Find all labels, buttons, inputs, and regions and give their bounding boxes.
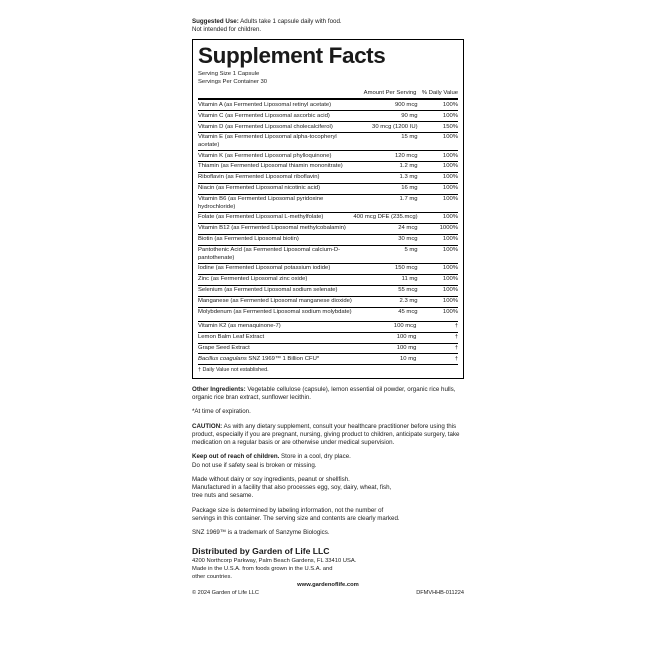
website-link[interactable]: www.gardenoflife.com <box>297 581 359 588</box>
facts-row <box>198 133 458 151</box>
caution-label: CAUTION: <box>192 422 223 430</box>
package-block <box>192 507 464 524</box>
facts-row-amount: 900 mcg <box>353 100 417 110</box>
facts-row-amount: 1.7 mg <box>353 195 417 213</box>
facts-header-amount: Amount Per Serving <box>359 89 416 99</box>
allergen-line1: Made without dairy or soy ingredients, peanut or shellfish. <box>192 475 350 483</box>
facts-row-name: Iodine (as Fermented Liposomal potassium iodide) <box>198 264 353 275</box>
facts-row-name: Thiamin (as Fermented Liposomal thiamin mononitrate) <box>198 162 353 173</box>
facts-row-dv: 100% <box>418 173 458 184</box>
facts-row-dv: 100% <box>418 235 458 246</box>
facts-row-amount: 30 mcg (1200 IU) <box>353 122 417 133</box>
facts-row-amount: 90 mg <box>353 111 417 122</box>
facts-row-name: Lemon Balm Leaf Extract <box>198 332 359 343</box>
facts-row-name-italic: Bacillus coagulans <box>198 355 247 362</box>
facts-row-amount: 24 mcg <box>353 224 417 235</box>
other-ingredients-text: Vegetable cellulose (capsule), lemon essential oil powder, organic rice hulls, organic rice bran extract, sunflower lecithin. <box>192 385 456 402</box>
facts-row <box>198 235 458 246</box>
package-line2: servings in this container. The serving size and contents are clearly marked. <box>192 514 400 522</box>
facts-row <box>198 122 458 133</box>
supplement-facts-panel <box>192 39 464 379</box>
suggested-use <box>192 18 464 34</box>
facts-row <box>198 285 458 296</box>
facts-row-name: Vitamin K2 (as menaquinone-7) <box>198 322 359 332</box>
facts-row <box>198 224 458 235</box>
facts-row-amount: 100 mg <box>359 332 416 343</box>
facts-header-blank <box>198 89 359 99</box>
caution-text: As with any dietary supplement, consult your healthcare practitioner before using this product, especially if you are pregnant, nursing, giving product to children, anticipate surgery, take medication on a regular basis or are otherwise under medical supervision. <box>192 422 460 447</box>
facts-header-row <box>198 89 458 99</box>
facts-row-dv: 100% <box>418 184 458 195</box>
facts-row-dv: 1000% <box>418 224 458 235</box>
servings-per-container: Servings Per Container 30 <box>198 78 268 85</box>
serving-size: Serving Size 1 Capsule <box>198 70 260 77</box>
address-line2: Made in the U.S.A. from foods grown in the U.S.A. and <box>192 565 333 572</box>
facts-row <box>198 195 458 213</box>
other-ingredients <box>192 386 464 403</box>
facts-row-dv: † <box>416 322 458 332</box>
facts-row-amount: 16 mg <box>353 184 417 195</box>
facts-row-name: Manganese (as Fermented Liposomal manganese dioxide) <box>198 296 353 307</box>
facts-row <box>198 332 458 343</box>
facts-table-secondary <box>198 322 458 365</box>
keep-out-block <box>192 453 464 470</box>
facts-row-amount: 2.3 mg <box>353 296 417 307</box>
facts-row <box>198 245 458 263</box>
copyright-row <box>192 590 464 597</box>
keep-out-line2: Do not use if safety seal is broken or missing. <box>192 461 317 469</box>
distributed-title: Distributed by Garden of Life LLC <box>192 546 330 557</box>
facts-row-name: Vitamin B6 (as Fermented Liposomal pyridoxine hydrochloride) <box>198 195 353 213</box>
facts-row-amount: 100 mcg <box>359 322 416 332</box>
facts-row-dv: 100% <box>418 245 458 263</box>
facts-row-name: Molybdenum (as Fermented Liposomal sodium molybdate) <box>198 308 352 315</box>
facts-row-amount: 11 mg <box>353 275 417 286</box>
facts-row <box>198 307 458 317</box>
supplement-label <box>192 18 464 597</box>
facts-row <box>198 151 458 162</box>
allergen-line2: Manufactured in a facility that also processes egg, soy, dairy, wheat, fish, <box>192 484 392 492</box>
facts-row-dv: † <box>416 343 458 354</box>
facts-row <box>198 354 458 364</box>
facts-row-name: Riboflavin (as Fermented Liposomal riboflavin) <box>198 173 353 184</box>
facts-row-amount: 400 mcg DFE (235.mcg) <box>353 213 417 224</box>
facts-row-dv: 100% <box>418 213 458 224</box>
facts-header-dv: % Daily Value <box>416 89 458 99</box>
suggested-use-label: Suggested Use: <box>192 18 239 25</box>
facts-row-amount: 150 mcg <box>353 264 417 275</box>
facts-row-name: Vitamin E (as Fermented Liposomal alpha-tocopheryl acetate) <box>198 133 353 151</box>
facts-row <box>198 213 458 224</box>
keep-out-text: Store in a cool, dry place. <box>279 453 351 461</box>
facts-row-name: Vitamin C (as Fermented Liposomal ascorbic acid) <box>198 111 353 122</box>
facts-row-name: Niacin (as Fermented Liposomal nicotinic acid) <box>198 184 353 195</box>
facts-table-main <box>198 100 458 317</box>
at-time-note: *At time of expiration. <box>192 408 251 416</box>
keep-out-label: Keep out of reach of children. <box>192 453 280 461</box>
facts-row-amount: 30 mcg <box>353 235 417 246</box>
facts-row-dv: 100% <box>418 195 458 213</box>
facts-row-dv: 100% <box>418 133 458 151</box>
facts-row-dv: 100% <box>418 285 458 296</box>
facts-row-dv: 100% <box>418 264 458 275</box>
facts-row-amount: 1.2 mg <box>353 162 417 173</box>
facts-row-amount: 120 mcg <box>353 151 417 162</box>
facts-row-name: Zinc (as Fermented Liposomal zinc oxide) <box>198 275 353 286</box>
facts-row-name: Grape Seed Extract <box>198 343 359 354</box>
trademark-note: SNZ 1969™ is a trademark of Sanzyme Biologics. <box>192 529 330 537</box>
facts-row <box>198 343 458 354</box>
allergen-block <box>192 476 464 501</box>
facts-table <box>198 89 458 100</box>
facts-row-amount: 45 mcg <box>398 308 418 315</box>
facts-row-name: Vitamin B12 (as Fermented Liposomal methylcobalamin) <box>198 224 353 235</box>
address-line1: 4200 Northcorp Parkway, Palm Beach Gardens, FL 33410 USA. <box>192 558 357 565</box>
facts-row-name: Pantothenic Acid (as Fermented Liposomal calcium-D-pantothenate) <box>198 245 353 263</box>
facts-row-amount: 100 mg <box>359 343 416 354</box>
facts-row <box>198 111 458 122</box>
package-line1: Package size is determined by labeling information, not the number of <box>192 506 384 514</box>
facts-row <box>198 264 458 275</box>
serving-info <box>198 71 458 87</box>
facts-row <box>198 162 458 173</box>
facts-row-dv: † <box>454 355 458 362</box>
facts-row-name: Vitamin A (as Fermented Liposomal retinyl acetate) <box>198 100 353 110</box>
facts-row-name: Selenium (as Fermented Liposomal sodium selenate) <box>198 285 353 296</box>
facts-row-dv: 100% <box>442 308 458 315</box>
facts-row-name: Bacillus coagulans SNZ 1969™ 1 Billion CFU* <box>198 355 320 362</box>
facts-row-dv: 100% <box>418 151 458 162</box>
address-line3: other countries. <box>192 573 232 580</box>
facts-row <box>198 322 458 332</box>
facts-row-amount: 5 mg <box>353 245 417 263</box>
facts-row-dv: 100% <box>418 111 458 122</box>
distributed-address <box>192 558 464 581</box>
copyright-text: © 2024 Garden of Life LLC <box>192 589 259 596</box>
caution-block <box>192 423 464 448</box>
facts-row <box>198 100 458 110</box>
facts-row-dv: † <box>416 332 458 343</box>
facts-row-dv: 100% <box>418 275 458 286</box>
facts-row-dv: 100% <box>418 100 458 110</box>
suggested-use-text: Adults take 1 capsule daily with food. <box>238 18 342 25</box>
suggested-use-line2: Not intended for children. <box>192 26 262 34</box>
product-code: DFMVHHB-011224 <box>416 589 464 596</box>
facts-row <box>198 184 458 195</box>
allergen-line3: tree nuts and sesame. <box>192 492 254 500</box>
distributed-block <box>192 546 464 596</box>
facts-row-amount: 10 mg <box>400 355 417 362</box>
facts-row-name: Vitamin D (as Fermented Liposomal cholecalciferol) <box>198 122 353 133</box>
facts-row-name: Biotin (as Fermented Liposomal biotin) <box>198 235 353 246</box>
facts-row-dv: 100% <box>418 296 458 307</box>
facts-row <box>198 173 458 184</box>
facts-row-name: Vitamin K (as Fermented Liposomal phylloquinone) <box>198 151 353 162</box>
facts-footnote: † Daily Value not established. <box>198 366 269 373</box>
facts-row-name: Folate (as Fermented Liposomal L-methylfolate) <box>198 213 353 224</box>
facts-row <box>198 275 458 286</box>
facts-row-amount: 55 mcg <box>353 285 417 296</box>
facts-row-dv: 150% <box>418 122 458 133</box>
supplement-facts-title: Supplement Facts <box>198 43 386 69</box>
facts-row <box>198 296 458 307</box>
facts-row-amount: 1.3 mg <box>353 173 417 184</box>
other-ingredients-label: Other Ingredients: <box>192 385 246 393</box>
facts-row-dv: 100% <box>418 162 458 173</box>
facts-row-amount: 15 mg <box>353 133 417 151</box>
